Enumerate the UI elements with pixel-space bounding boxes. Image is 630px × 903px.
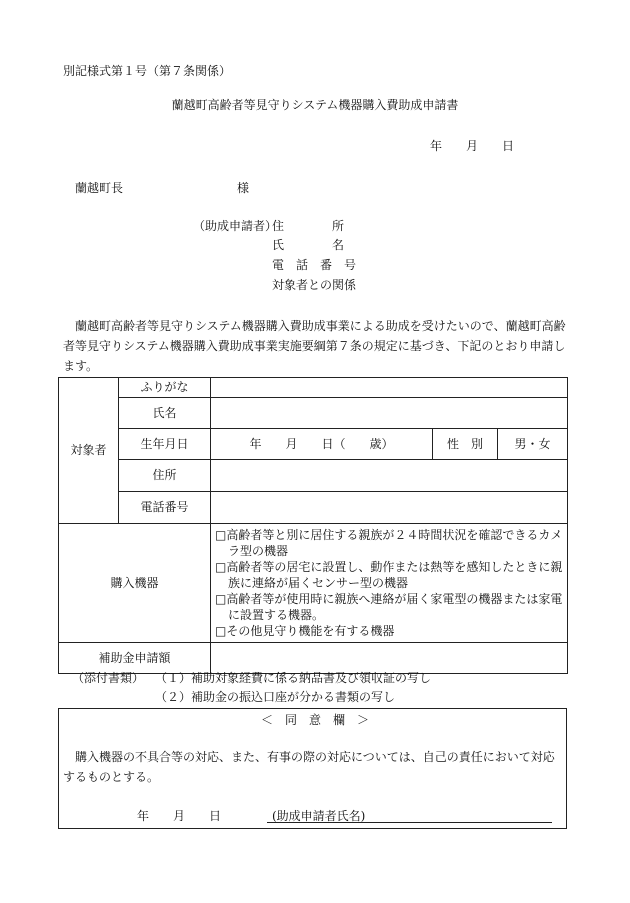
table-row-phone — [59, 492, 568, 524]
device-label: 購入機器 — [59, 524, 211, 643]
amount-field[interactable] — [211, 643, 568, 674]
birthdate-field[interactable]: 年 月 日（ 歳） — [211, 429, 433, 460]
consent-heading: ＜ 同 意 欄 ＞ — [260, 713, 369, 727]
table-row-birthdate — [59, 429, 568, 460]
attachment-item-2: （２）補助金の振込口座が分かる書類の写し — [155, 690, 396, 704]
table-row-furigana — [59, 378, 568, 398]
addressee-name: 蘭越町長 — [75, 181, 124, 195]
device-option-sensor[interactable]: □高齢者等の居宅に設置し、動作または熱等を感知したときに親族に連絡が届くセンサー型の機器 — [215, 560, 563, 590]
table-row-name — [59, 398, 568, 429]
applicant-address-label: 住 所 — [272, 219, 345, 233]
phone-label: 電話番号 — [119, 492, 211, 524]
signature-line — [267, 822, 552, 823]
subject-label: 対象者 — [59, 378, 119, 524]
phone-field[interactable] — [211, 492, 568, 524]
table-row-address — [59, 460, 568, 492]
device-options — [211, 524, 568, 643]
name-field[interactable] — [211, 398, 568, 429]
consent-date[interactable]: 年 月 日 — [137, 809, 222, 823]
device-option-camera[interactable]: □高齢者等と別に居住する親族が２４時間状況を確認できるカメラ型の機器 — [215, 528, 563, 558]
name-label: 氏名 — [119, 398, 211, 429]
amount-label: 補助金申請額 — [59, 643, 211, 674]
page-title: 蘭越町高齢者等見守りシステム機器購入費助成申請書 — [171, 98, 459, 112]
application-form-table — [58, 377, 568, 674]
address-label: 住所 — [119, 460, 211, 492]
consent-text: 購入機器の不具合等の対応、また、有事の際の対応については、自己の責任において対応するものとする。 — [63, 750, 555, 784]
device-option-other[interactable]: □その他見守り機能を有する機器 — [215, 624, 395, 638]
sex-field[interactable]: 男・女 — [498, 429, 568, 460]
addressee-honorific: 様 — [237, 181, 250, 195]
attachments-label: （添付書類） — [72, 671, 145, 685]
application-statement: 蘭越町高齢者等見守りシステム機器購入費助成事業による助成を受けたいので、蘭越町高齢者等見守りシステム機器購入費助成事業実施要綱第７条の規定に基づき、下記のとおり申請します。 — [63, 319, 566, 373]
table-row-amount — [59, 643, 568, 674]
furigana-label: ふりがな — [119, 378, 211, 398]
applicant-phone-label: 電 話 番 号 — [272, 258, 357, 272]
applicant-name-label: 氏 名 — [272, 238, 345, 252]
birthdate-label: 生年月日 — [119, 429, 211, 460]
sex-label: 性 別 — [433, 429, 498, 460]
application-date[interactable]: 年 月 日 — [430, 139, 515, 153]
consent-signature-label[interactable]: (助成申請者氏名) — [272, 809, 366, 823]
form-reference: 別記様式第１号（第７条関係） — [63, 64, 232, 78]
furigana-field[interactable] — [211, 378, 568, 398]
address-field[interactable] — [211, 460, 568, 492]
applicant-label: （助成申請者） — [193, 219, 278, 233]
attachment-item-1: （１）補助対象経費に係る納品書及び領収証の写し — [155, 671, 432, 685]
device-option-appliance[interactable]: □高齢者等が使用時に親族へ連絡が届く家電型の機器または家電に設置する機器。 — [215, 592, 563, 622]
applicant-relation-label: 対象者との関係 — [272, 278, 357, 292]
table-row-devices — [59, 524, 568, 643]
